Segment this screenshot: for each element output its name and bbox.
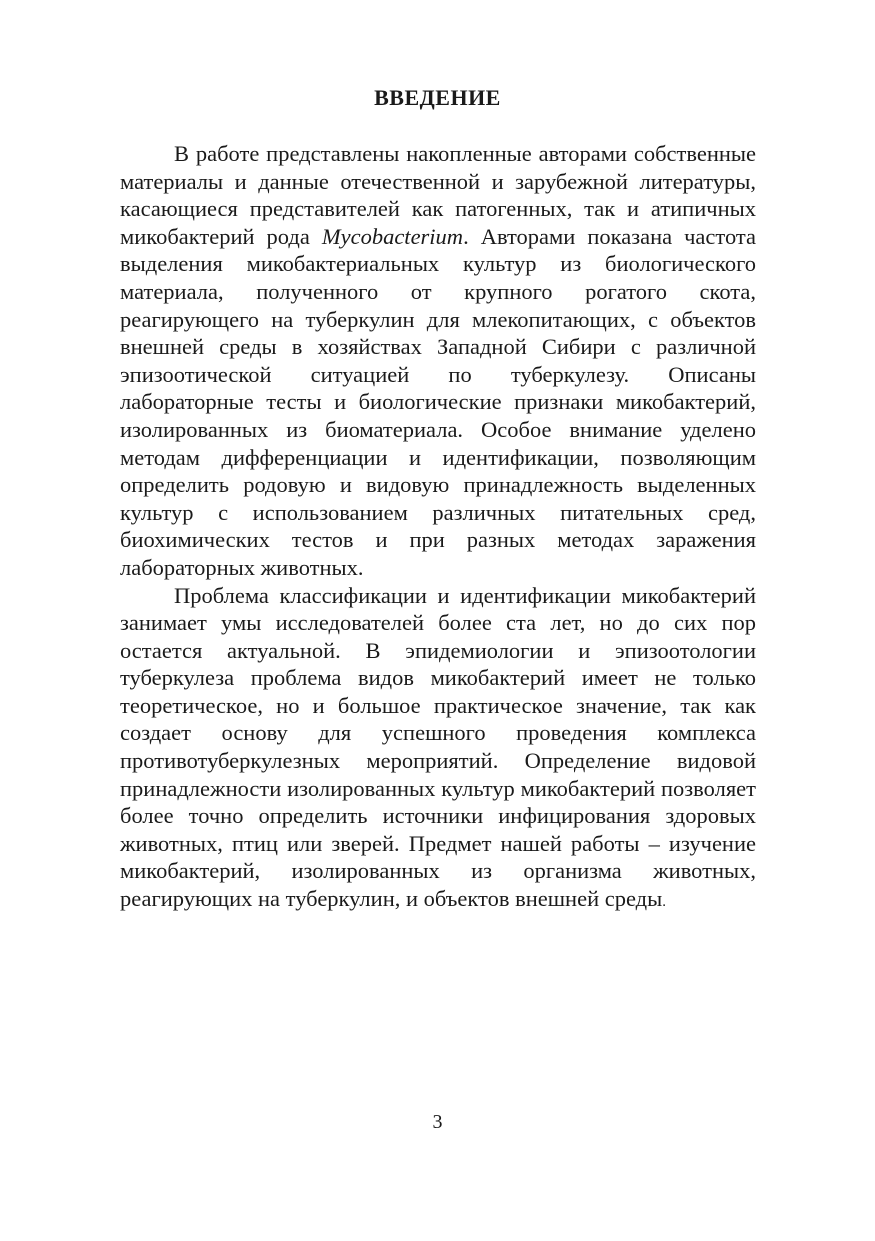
paragraph-1-text-start: В работе представлены накопленные авторами собственные материалы и данные отечественной и зарубежной литературы, касающиеся представителей как патогенных, так и атипичных микобактерий рода xyxy=(120,141,756,249)
page-title: ВВЕДЕНИЕ xyxy=(374,85,501,110)
genus-name: Mycobacterium xyxy=(321,223,464,249)
paragraph-2 xyxy=(120,582,756,917)
paragraph-1 xyxy=(120,140,756,582)
paragraph-1-text-end: . Авторами показана частота выделения микобактериальных культур из биологического материала, полученного от крупного рогатого скота, реагирующего на туберкулин для млекопитающих, с объектов внешней среды в хозяйствах Западной Сибири с различной эпизоотической ситуацией по туберкулезу. Описаны лабораторные тесты и биологические признаки микобактерий, изолированных из биоматериала. Особое внимание уделено методам дифференциации и идентификации, позволяющим определить родовую и видовую принадлежность выделенных культур с использованием различных питательных сред, биохимических тестов и при разных методах заражения лабораторных животных. xyxy=(120,223,756,580)
body-text xyxy=(120,140,756,917)
paragraph-2-text: Проблема классификации и идентификации микобактерий занимает умы исследователей более ста лет, но до сих пор остается актуальной. В эпидемиологии и эпизоотологии туберкулеза проблема видов микобактерий имеет не только теоретическое, но и большое практическое значение, так как создает основу для успешного проведения комплекса противотуберкулезных мероприятий. Определение видовой принадлежности изолированных культур микобактерий позволяет более точно определить источники инфицирования здоровых животных, птиц или зверей. Предмет нашей работы – изучение микобактерий, изолированных из организма животных, реагирующих на туберкулин, и объектов внешней среды xyxy=(120,582,756,912)
paragraph-2-end-period: . xyxy=(662,894,666,911)
page-number: 3 xyxy=(432,1111,443,1133)
